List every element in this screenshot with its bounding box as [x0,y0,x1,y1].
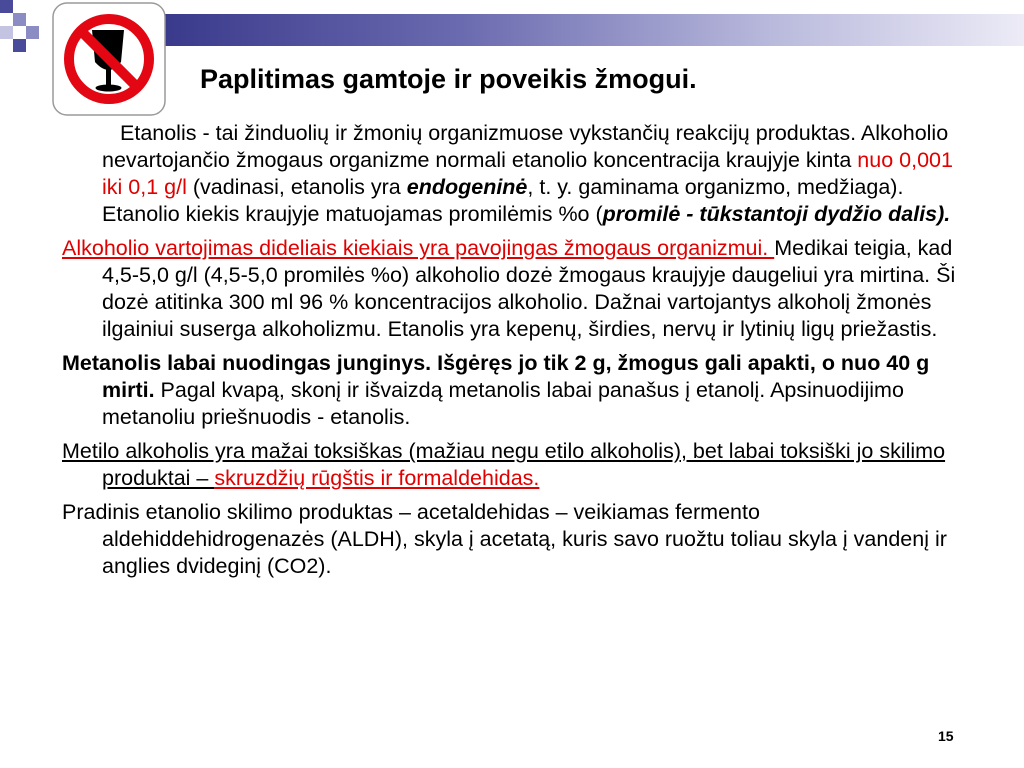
paragraph-danger [62,235,968,343]
paragraph-acetaldehidas [62,499,968,580]
text-run: , t. y. gaminama organizmo, medžiaga). Etanolio kiekis kraujyje matuojamas promilėmis %o ( [102,175,904,226]
page-number: 15 [938,728,954,744]
decor-square [0,26,13,39]
highlight-products: skruzdžių rūgštis ir formaldehidas. [214,466,540,490]
text-run: Pradinis etanolio skilimo produktas – acetaldehidas – veikiamas fermento aldehiddehidrogenazės (ALDH), skyla į acetatą, kuris savo ruožtu toliau skyla į vandenį ir anglies dvideginį (CO2). [62,500,947,578]
slide-title: Paplitimas gamtoje ir poveikis žmogui. [200,64,697,94]
emphasis-endogenine: endogeninė [406,175,528,199]
highlight-danger: Alkoholio vartojimas dideliais kiekiais yra pavojingas žmogaus organizmui. [62,236,775,260]
text-run: (vadinasi, etanolis yra [186,175,407,199]
underlined-metilo: Metilo alkoholis yra mažai toksiškas (mažiau negu etilo alkoholis), bet labai toksiški jo skilimo produktai – [62,439,946,490]
decor-square [13,13,26,26]
paragraph-etanolis [62,120,968,228]
text-run: Medikai teigia, kad 4,5-5,0 g/l (4,5-5,0 promilės %o) alkoholio dozė žmogaus kraujyje daugeliui yra mirtina. Ši dozė atitinka 300 ml 96 % koncentracijos alkoholio. Dažnai vartojantys alkoholį žmonės ilgainiui suserga alkoholizmu. Etanolis yra kepenų, širdies, nervų ir lytinių ligų priežastis. [102,236,956,341]
slide-body [62,120,968,587]
decor-square [0,0,13,13]
highlight-concentration: nuo 0,001 iki 0,1 g/l [102,148,953,199]
paragraph-metanolis [62,350,968,431]
decor-square [13,39,26,52]
emphasis-promile: promilė - tūkstantoji dydžio dalis). [602,202,951,226]
text-run: Pagal kvapą, skonį ir išvaizdą metanolis labai panašus į etanolį. Apsinuodijimo metanoliu priešnuodis - etanolis. [102,378,904,429]
decor-square [26,26,39,39]
emphasis-metanolis: Metanolis labai nuodingas junginys. Išgėręs jo tik 2 g, žmogus gali apakti, o nuo 40 g mirti. [62,351,930,402]
text-run: Etanolis - tai žinduolių ir žmonių organizmuose vykstančių reakcijų produktas. Alkoholio nevartojančio žmogaus organizme normali etanolio koncentracija kraujyje kinta [102,121,949,172]
header-band [165,14,1024,46]
no-alcohol-icon [52,2,166,116]
paragraph-metilo [62,438,968,492]
